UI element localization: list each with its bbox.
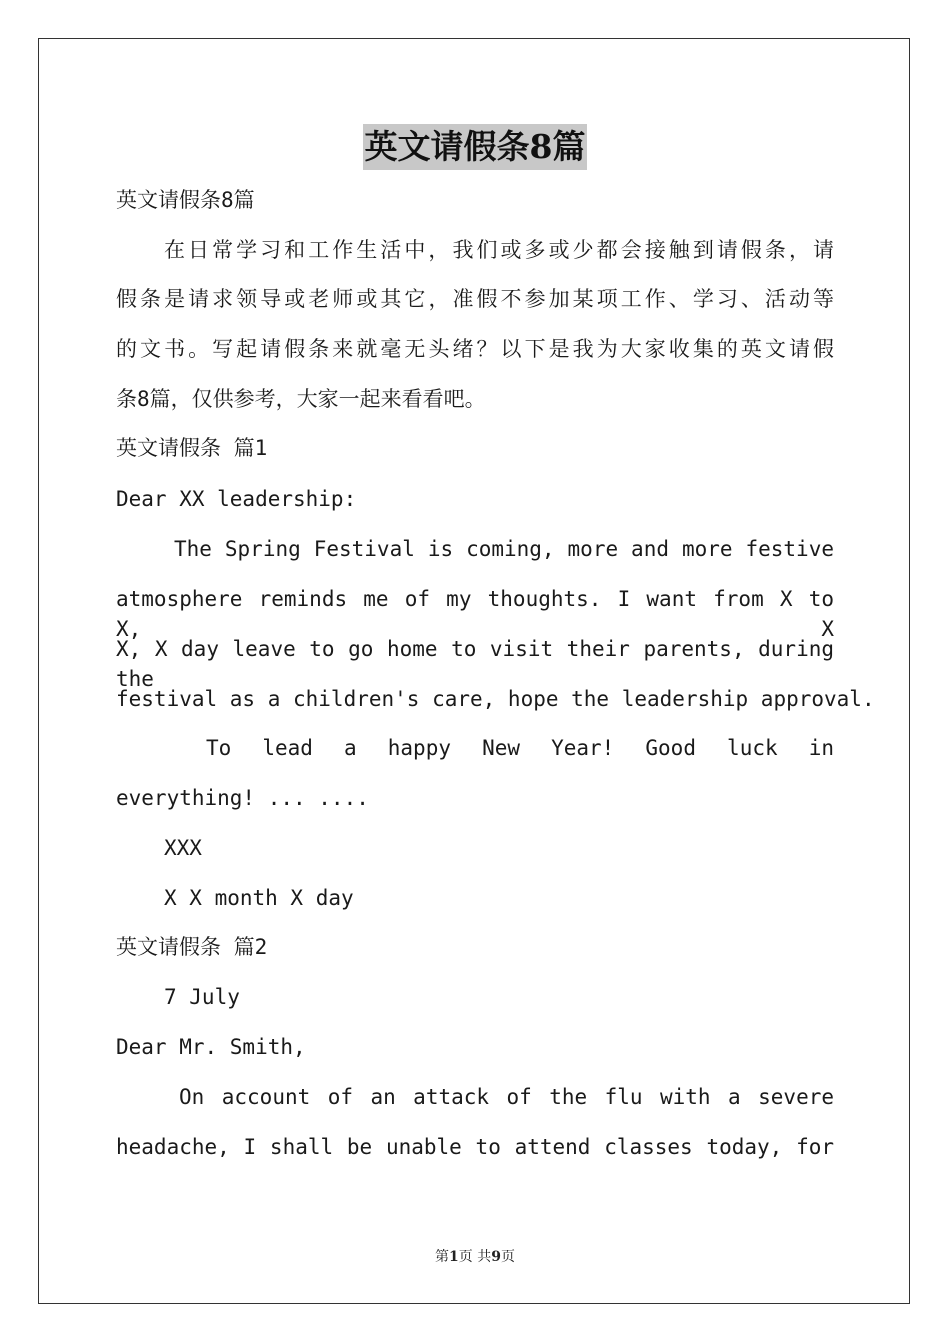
letter2-body-line-1: On account of an attack of the flu with a severe xyxy=(179,1085,834,1109)
letter1-body-line-3: X, X day leave to go home to visit their parents, during the xyxy=(116,637,834,691)
footer-suffix: 页 xyxy=(500,1249,515,1265)
letter1-closing-line-2: everything! ... .... xyxy=(116,786,369,810)
page-border xyxy=(38,38,910,1304)
document-title: 英文请假条8篇 xyxy=(363,124,588,170)
page-footer xyxy=(0,1247,950,1267)
letter1-body-line-2: atmosphere reminds me of my thoughts. I want from X to X, X xyxy=(116,587,834,641)
letter2-date: 7 July xyxy=(164,985,240,1009)
letter1-salutation: Dear XX leadership: xyxy=(116,487,357,511)
footer-page-number: 1 xyxy=(449,1249,459,1265)
footer-mid: 页 共 xyxy=(458,1249,492,1265)
letter1-signature: XXX xyxy=(164,836,202,860)
footer-prefix: 第 xyxy=(435,1249,450,1265)
title-wrap xyxy=(0,124,950,170)
intro-line-2: 假条是请求领导或老师或其它，准假不参加某项工作、学习、活动等 xyxy=(116,287,834,311)
letter1-body-line-1: The Spring Festival is coming, more and more festive xyxy=(174,537,834,561)
letter1-body-line-4: festival as a children's care, hope the leadership approval. xyxy=(116,687,875,711)
section-heading-1: 英文请假条 篇1 xyxy=(116,436,268,460)
section-heading-2: 英文请假条 篇2 xyxy=(116,935,268,959)
intro-line-4: 条8篇，仅供参考，大家一起来看看吧。 xyxy=(116,387,486,411)
letter2-body-line-2: headache, I shall be unable to attend classes today, for xyxy=(116,1135,834,1159)
intro-line-1: 在日常学习和工作生活中，我们或多或少都会接触到请假条，请 xyxy=(164,238,834,262)
footer-total-pages: 9 xyxy=(491,1249,501,1265)
subtitle-line: 英文请假条8篇 xyxy=(116,188,255,212)
letter1-date: X X month X day xyxy=(164,886,354,910)
letter2-salutation: Dear Mr. Smith, xyxy=(116,1035,306,1059)
intro-line-3: 的文书。写起请假条来就毫无头绪？以下是我为大家收集的英文请假 xyxy=(116,337,834,361)
letter1-closing-line-1: To lead a happy New Year! Good luck in xyxy=(206,736,834,760)
